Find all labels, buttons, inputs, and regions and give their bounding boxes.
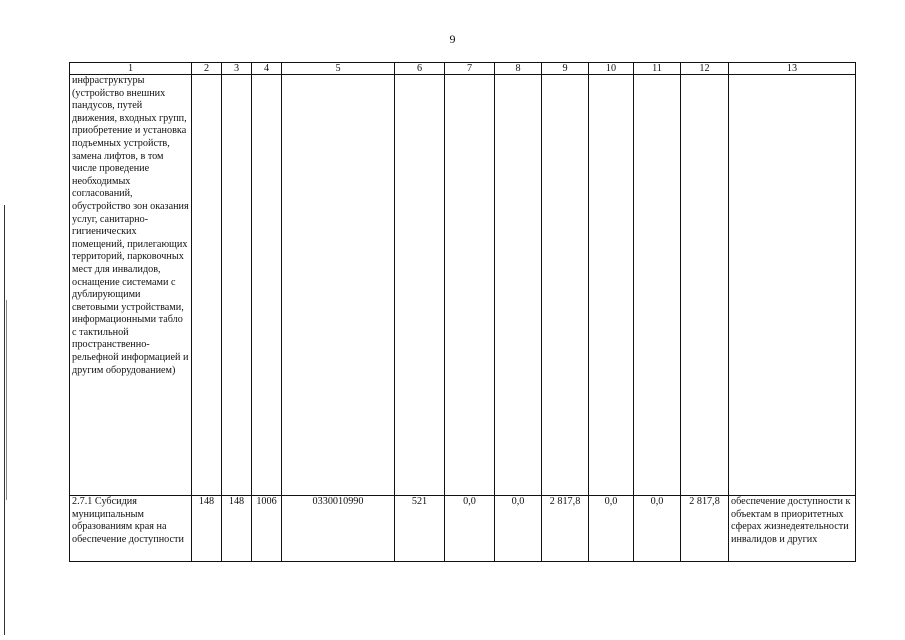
header-cell: 5 bbox=[282, 63, 395, 75]
cell-target-code: 0330010990 bbox=[282, 496, 395, 562]
cell-grbs: 148 bbox=[192, 496, 222, 562]
cell-value-8: 0,0 bbox=[495, 496, 542, 562]
cell-col3: 148 bbox=[222, 496, 252, 562]
cell-value-12: 2 817,8 bbox=[681, 496, 729, 562]
header-cell: 4 bbox=[252, 63, 282, 75]
table-row-continued bbox=[70, 75, 856, 496]
header-cell: 11 bbox=[634, 63, 681, 75]
item-description: 2.7.1 Субсидия муниципальным образованиям края на обеспечение доступности bbox=[70, 496, 192, 562]
scan-margin-line bbox=[4, 205, 5, 635]
empty-cell bbox=[542, 75, 589, 496]
cell-value-7: 0,0 bbox=[445, 496, 495, 562]
empty-cell bbox=[222, 75, 252, 496]
cell-value-11: 0,0 bbox=[634, 496, 681, 562]
cell-section-code: 1006 bbox=[252, 496, 282, 562]
empty-cell bbox=[395, 75, 445, 496]
header-cell: 6 bbox=[395, 63, 445, 75]
header-cell: 10 bbox=[589, 63, 634, 75]
header-cell: 2 bbox=[192, 63, 222, 75]
cell-value-10: 0,0 bbox=[589, 496, 634, 562]
header-cell: 8 bbox=[495, 63, 542, 75]
table-header-row bbox=[70, 63, 856, 75]
empty-cell bbox=[282, 75, 395, 496]
scan-margin-line-secondary bbox=[6, 300, 7, 500]
empty-cell bbox=[589, 75, 634, 496]
header-cell: 12 bbox=[681, 63, 729, 75]
empty-cell bbox=[681, 75, 729, 496]
header-cell: 3 bbox=[222, 63, 252, 75]
empty-cell bbox=[495, 75, 542, 496]
cell-expense-type: 521 bbox=[395, 496, 445, 562]
budget-table bbox=[69, 62, 856, 562]
empty-cell bbox=[445, 75, 495, 496]
empty-cell bbox=[729, 75, 856, 496]
header-cell: 7 bbox=[445, 63, 495, 75]
empty-cell bbox=[252, 75, 282, 496]
empty-cell bbox=[634, 75, 681, 496]
empty-cell bbox=[192, 75, 222, 496]
cell-expected-result: обеспечение доступности к объектам в приоритетных сферах жизнедеятельности инвалидов и других bbox=[729, 496, 856, 562]
table-row-item bbox=[70, 496, 856, 562]
header-cell: 9 bbox=[542, 63, 589, 75]
page-number: 9 bbox=[449, 32, 456, 46]
header-cell: 13 bbox=[729, 63, 856, 75]
header-cell: 1 bbox=[70, 63, 192, 75]
continued-description: инфраструктуры (устройство внешних пандусов, путей движения, входных групп, приобретение и установка подъемных устройств, замена лифтов, в том числе проведение необходимых согласований, обустройство зон оказания услуг, санитарно-гигиенических помещений, прилегающих территорий, парковочных мест для инвалидов, оснащение системами с дублирующими световыми устройствами, информационными табло с тактильной пространственно-рельефной информацией и другим оборудованием) bbox=[70, 75, 192, 496]
cell-value-9: 2 817,8 bbox=[542, 496, 589, 562]
